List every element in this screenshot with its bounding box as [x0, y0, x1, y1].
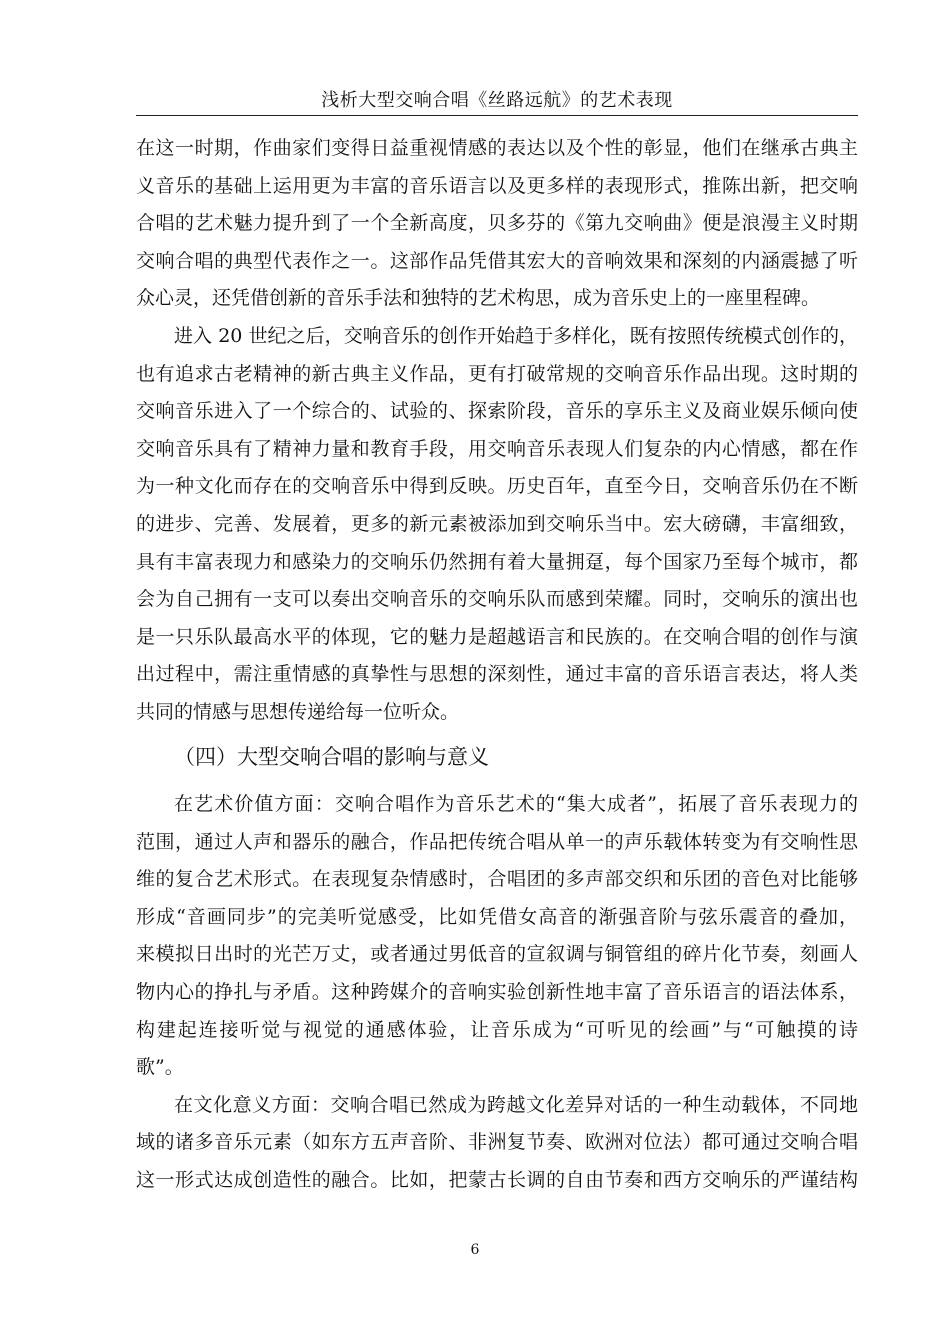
text-line: 来模拟日出时的光芒万丈，或者通过男低音的宣叙调与铜管组的碎片化节奏，刻画人: [136, 943, 858, 966]
text-line: 物内心的挣扎与矛盾。这种跨媒介的音响实验创新性地丰富了音乐语言的语法体系，: [136, 980, 858, 1003]
text-line: 域的诸多音乐元素（如东方五声音阶、非洲复节奏、欧洲对位法）都可通过交响合唱: [136, 1131, 858, 1154]
running-header: 浅析大型交响合唱《丝路远航》的艺术表现: [321, 90, 673, 111]
text-line: 具有丰富表现力和感染力的交响乐仍然拥有着大量拥趸，每个国家乃至每个城市，都: [136, 550, 858, 573]
text-line: 交响合唱的典型代表作之一。这部作品凭借其宏大的音响效果和深刻的内涵震撼了听: [136, 249, 858, 272]
text-line: 出过程中，需注重情感的真挚性与思想的深刻性，通过丰富的音乐语言表达，将人类: [136, 663, 858, 686]
body-text-block-1: [136, 130, 858, 732]
text-line: 合唱的艺术魅力提升到了一个全新高度，贝多芬的《第九交响曲》便是浪漫主义时期: [136, 212, 858, 235]
text-line: 也有追求古老精神的新古典主义作品，更有打破常规的交响音乐作品出现。这时期的: [136, 362, 858, 385]
page-number: 6: [470, 1242, 480, 1258]
body-text-block-2: [136, 786, 858, 1200]
text-line: 维的复合艺术形式。在表现复杂情感时，合唱团的多声部交织和乐团的音色对比能够: [136, 868, 858, 891]
text-line: 义音乐的基础上运用更为丰富的音乐语言以及更多样的表现形式，推陈出新，把交响: [136, 174, 858, 197]
text-line: 这一形式达成创造性的融合。比如，把蒙古长调的自由节奏和西方交响乐的严谨结构: [136, 1168, 858, 1191]
text-line: 范围，通过人声和器乐的融合，作品把传统合唱从单一的声乐载体转变为有交响性思: [136, 830, 858, 853]
text-line: 在文化意义方面：交响合唱已然成为跨越文化差异对话的一种生动载体，不同地: [174, 1093, 858, 1116]
text-line: 交响音乐进入了一个综合的、试验的、探索阶段，音乐的享乐主义及商业娱乐倾向使: [136, 400, 858, 423]
text-line: 进入 20 世纪之后，交响音乐的创作开始趋于多样化，既有按照传统模式创作的，: [174, 324, 858, 347]
text-line: 众心灵，还凭借创新的音乐手法和独特的艺术构思，成为音乐史上的一座里程碑。: [136, 287, 821, 310]
text-line: 在这一时期，作曲家们变得日益重视情感的表达以及个性的彰显，他们在继承古典主: [136, 137, 858, 159]
text-line: 在艺术价值方面：交响合唱作为音乐艺术的“集大成者”，拓展了音乐表现力的: [174, 793, 858, 815]
text-line: 是一只乐队最高水平的体现，它的魅力是超越语言和民族的。在交响合唱的创作与演: [136, 625, 858, 648]
text-line: 会为自己拥有一支可以奏出交响音乐的交响乐队而感到荣耀。同时，交响乐的演出也: [136, 588, 858, 611]
text-line: 构建起连接听觉与视觉的通感体验，让音乐成为“可听见的绘画”与“可触摸的诗: [136, 1018, 858, 1041]
header-rule: [136, 115, 858, 116]
text-line: 形成“音画同步”的完美听觉感受，比如凭借女高音的渐强音阶与弦乐震音的叠加，: [136, 905, 858, 928]
text-line: 歌”。: [136, 1056, 184, 1079]
text-line: 为一种文化而存在的交响音乐中得到反映。历史百年，直至今日，交响音乐仍在不断: [136, 475, 858, 498]
section-heading: （四）大型交响合唱的影响与意义: [174, 745, 489, 769]
text-line: 交响音乐具有了精神力量和教育手段，用交响音乐表现人们复杂的内心情感，都在作: [136, 437, 858, 460]
text-line: 的进步、完善、发展着，更多的新元素被添加到交响乐当中。宏大磅礴，丰富细致，: [136, 512, 858, 535]
text-line: 共同的情感与思想传递给每一位听众。: [136, 700, 460, 723]
